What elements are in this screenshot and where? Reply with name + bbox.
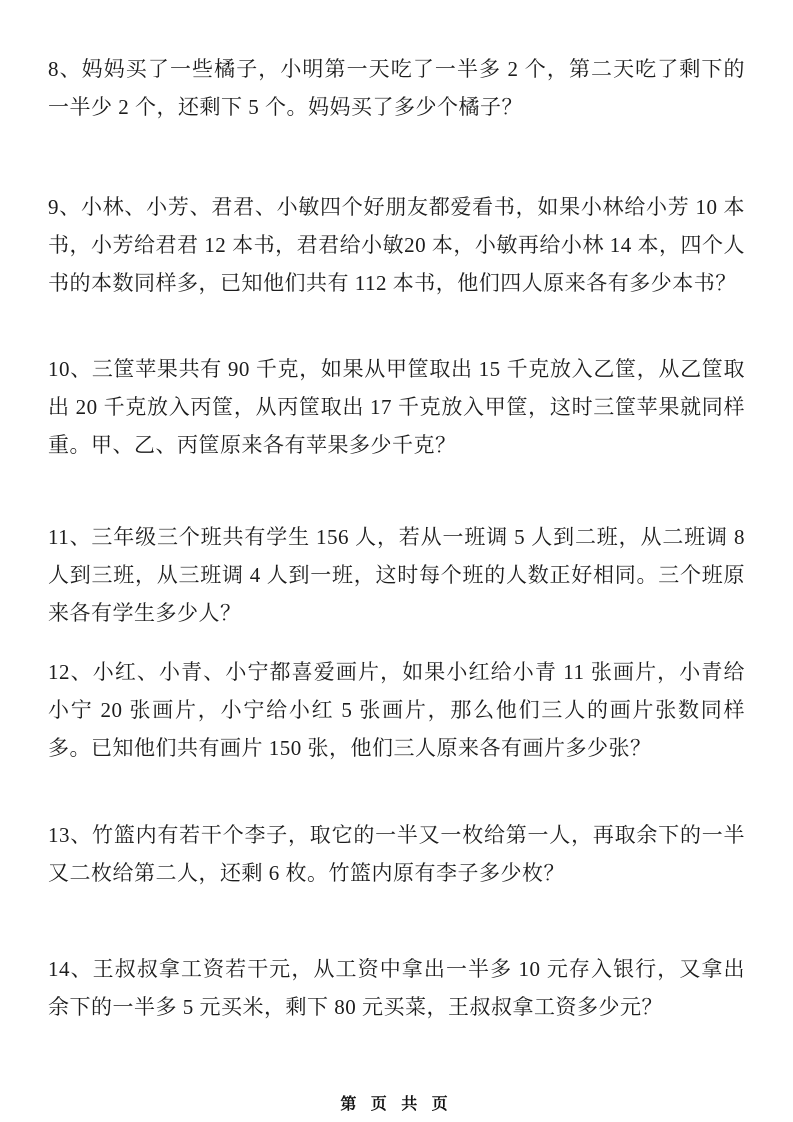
problem-8: 8、妈妈买了一些橘子，小明第一天吃了一半多 2 个，第二天吃了剩下的一半少 2 个，还剩下 5 个。妈妈买了多少个橘子？ [48,57,745,119]
problem-11: 11、三年级三个班共有学生 156 人，若从一班调 5 人到二班，从二班调 8 人到三班，从三班调 4 人到一班，这时每个班的人数正好相同。三个班原来各有学生多少人？ [48,525,745,625]
problem-10: 10、三筐苹果共有 90 千克，如果从甲筐取出 15 千克放入乙筐，从乙筐取出 20 千克放入丙筐，从丙筐取出 17 千克放入甲筐，这时三筐苹果就同样重。甲、乙、丙筐原来各有苹果多少千克？ [48,357,745,457]
problem-14: 14、王叔叔拿工资若干元，从工资中拿出一半多 10 元存入银行，又拿出余下的一半多 5 元买米，剩下 80 元买菜，王叔叔拿工资多少元？ [48,957,745,1019]
page-footer: 第 页 共 页 [340,1096,453,1113]
problem-12: 12、小红、小青、小宁都喜爱画片，如果小红给小青 11 张画片，小青给小宁 20 张画片，小宁给小红 5 张画片，那么他们三人的画片张数同样多。已知他们共有画片 150 张，他们三人原来各有画片多少张？ [48,660,745,760]
problem-13: 13、竹篮内有若干个李子，取它的一半又一枚给第一人，再取余下的一半又二枚给第二人，还剩 6 枚。竹篮内原有李子多少枚？ [48,823,745,885]
problem-9: 9、小林、小芳、君君、小敏四个好朋友都爱看书，如果小林给小芳 10 本书，小芳给君君 12 本书，君君给小敏20 本，小敏再给小林 14 本，四个人书的本数同样多，已知他们共有 112 本书，他们四人原来各有多少本书？ [48,195,745,295]
